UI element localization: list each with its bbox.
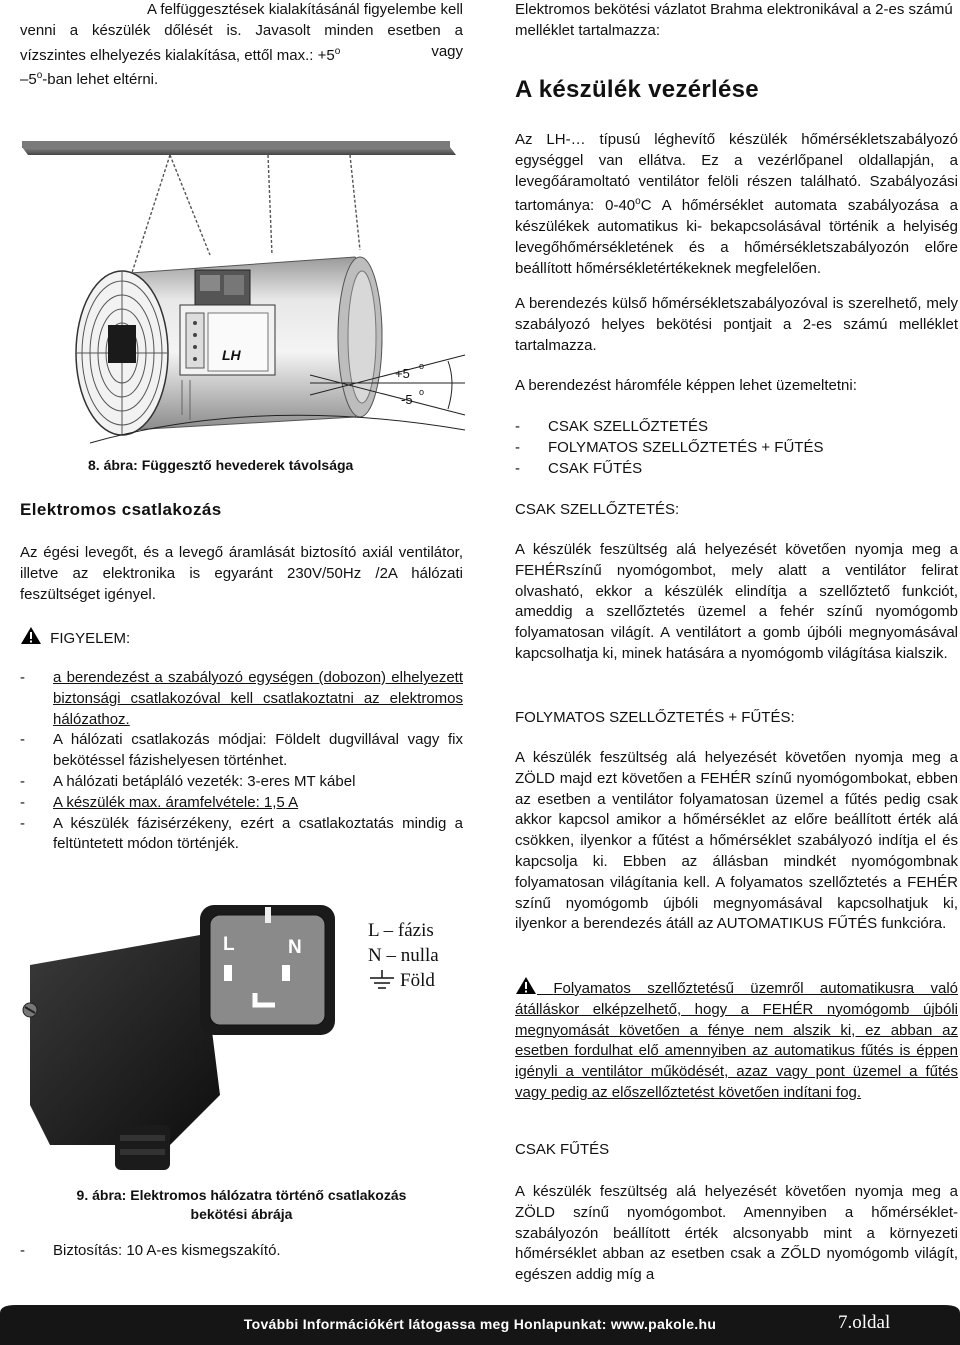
angle-up-label: +5 [395,366,410,381]
page-number: 7.oldal [838,1312,891,1333]
list-item-text: FOLYMATOS SZELLŐZTETÉS + FŰTÉS [548,438,824,456]
list-item: - A készülék fázisérzékeny, ezért a csatlakoztatás mindig a feltüntetett módon történjék. [20,814,463,853]
list-item-text: Biztosítás: 10 A-es kismegszakító. [53,1242,281,1259]
fan-motor [108,325,136,363]
degree-sup: o [635,196,641,208]
intro-segment: 5 [28,71,37,89]
list-item-text: A készülék max. áramfelvétele: 1,5 A [53,793,299,811]
intro-line [20,66,463,91]
earth-contact [265,907,271,923]
control-paragraph [515,130,958,280]
list-item: - A hálózati betápláló vezeték: 3-eres MT kábel [20,772,356,790]
list-item: - FOLYMATOS SZELLŐZTETÉS + FŰTÉS [515,438,824,456]
vent-paragraph: A készülék feszültség alá helyezését követően nyomja meg a FEHÉRszínű nyomógombot, mely alatt a ventilátor felirat olvasható, ekkor a készülék elindítja a szellőztető funkciót, ameddig a szellőztetés üzemel a fehér színű nyomógomb folyamatosan világít. A ventilátort a gomb újbóli megnyomásával kapcsolhatja ki, minek hatására a nyomógomb világítása kialszik. [515,541,958,662]
wiring-legend [368,918,439,993]
list-item-text: A hálózati betápláló vezeték: 3-eres MT kábel [53,772,356,790]
warning-text: Folyamatos szellőztetésű üzemről automatikusra való átálláskor elképzelhető, hogy a FEHÉR nyomógomb újbóli megnyomását követően a fénye nem alszik ki, ez abban az esetben fordulhat elő amennyiben az automatikus fűtés is éppen igényli a ventilátor működését, azaz vagy pont üzemel a fűtés vagy pedig az előszellőztetést követően indítani fog. [515,980,958,1101]
fuse-list [20,1241,463,1262]
footer-text: További Információkért látogassa meg Honlapunkat: www.pakole.hu [243,1316,717,1332]
warning-paragraph [515,976,958,1104]
section-title: Elektromos csatlakozás [20,500,222,519]
degree-sup: o [419,387,425,397]
heating-paragraph: A készülék feszültség alá helyezését követően nyomja meg a ZÖLD színű nyomógombot. Amennyiben a hőmérséklet-szabályozón beállított érték alcsonyabb mint a környezeti hőmérséklet abban az esetben csak a ZŐLD nyomógomb világít, egészen addig míg a [515,1183,958,1284]
degree-sup: o [36,70,43,82]
fig9-caption-line: bekötési ábrája [190,1206,293,1222]
list-item-text: CSAK SZELLŐZTETÉS [548,418,709,435]
continuous-paragraph: A készülék feszültség alá helyezését követően nyomja meg a ZÖLD majd ezt követően a FEHÉR színű nyomógombokat, ebben az esetben a ventilátor folyamatosan üzemel a fűtés pedig csak akkor kapcsol amikor a hőmérséklet az előre beállított érték alá csökken, ilyenkor a fűtést a hőmérséklet szabályozó indítja el és kapcsolja ki. Ebben az állásban mindkét nyomógombnak folyamatosan világítania kell. A folyamatos szellőztetés a FEHÉR színű nyomógomb újbóli megnyomásával kapcsolhatjuk ki, ilyenkor a berendezés átáll az AUTOMATIKUS FŰTÉS funkcióra. [515,749,958,933]
warning-list [20,668,463,855]
legend-phase: L – fázis [368,920,434,941]
heating-heading: CSAK FŰTÉS [515,1141,610,1158]
intro-segment: -ban lehet eltérni. [42,71,159,89]
list-item-text: A készülék fázisérzékeny, ezért a csatlakoztatás mindig a feltüntetett módon történjék. [53,814,463,853]
wiring-reference: Elektromos bekötési vázlatot Brahma elektronikával a 2-es számú melléklet tartalmazza: [515,1,953,39]
degree-sup: o [334,45,341,57]
legend-earth-text: Föld [400,970,435,991]
intro-line: venni a készülék dőlését is. Javasolt minden esetben a [20,21,463,39]
section-paragraph: Az égési levegőt, és a levegő áramlását biztosító axiál ventilátor, illetve az elektronika is egyaránt 230V/50Hz /2A hálózati feszültséget igényel. [20,544,463,603]
external-thermostat-paragraph: A berendezés külső hőmérsékletszabályozóval is szerelhető, mely szabályozó helyes bekötési pontjait a 2-es számú melléklet tartalmazza. [515,295,958,354]
fig9-caption [20,1186,463,1224]
list-item: - Biztosítás: 10 A-es kismegszakító. [20,1242,281,1259]
connector-N-label: N [288,937,302,958]
plug-body [30,935,220,1145]
fig8-caption: 8. ábra: Függesztő hevederek távolsága [88,457,354,473]
list-item: - CSAK SZELLŐZTETÉS [515,418,709,435]
connector-L-label: L [223,934,235,955]
list-item: - CSAK FŰTÉS [515,459,643,477]
continuous-heading: FOLYMATOS SZELLŐZTETÉS + FŰTÉS: [515,709,795,726]
list-item: - A hálózati csatlakozás módjai: Földelt dugvillával vagy fix bekötéssel fázishelyesen történhet. [20,731,463,770]
warning-icon [20,626,42,645]
dash: – [20,71,29,89]
warning-heading [20,626,130,650]
ceiling-beam [22,147,456,155]
list-item-text: a berendezést a szabályozó egységen (dobozon) elhelyezett biztonsági csatlakozóval kell csatlakoztatni az elektromos hálózathoz. [53,669,463,728]
warning-icon [515,976,537,995]
degree-sup: o [419,361,425,371]
vent-heading: CSAK SZELLŐZTETÉS: [515,501,680,518]
intro-segment: vagy [431,42,463,60]
page-title: A készülék vezérlése [515,76,759,103]
intro-line [20,42,463,67]
intro-text [20,0,463,91]
intro-segment: vízszintes elhelyezés kialakítása, ettől max.: +5 [20,46,335,64]
ceiling-beam-top [22,141,450,148]
list-item: - a berendezést a szabályozó egységen (dobozon) elhelyezett biztonsági csatlakozóval kell csatlakoztatni az elektromos hálózathoz. [20,669,463,728]
control-text: C A hőmérséklet automata szabályozása a készülékek automatikus ki- bekapcsolásával történik a helyiség levegőhőmérsékletének és a hőmérsékletszabályozón előre beállított hőmérsékletértékeknek megfelelően. [515,197,958,277]
connector-plug-illustration [20,895,360,1175]
warning-label: FIGYELEM: [50,630,131,647]
list-item: - A készülék max. áramfelvétele: 1,5 A [20,793,299,811]
fig9-caption-line: 9. ábra: Elektromos hálózatra történő csatlakozás [76,1187,407,1203]
legend-neutral: N – nulla [368,945,439,966]
control-text: Az LH-… típusú léghevítő készülék hőmérsékletszabályozó egységgel van ellátva. Ez a vezérlőpanel oldallapján, a levegőáramoltató ventilátor felöli részen található. Szabályozási tartománya: 0-40 [515,131,958,215]
legend-earth [368,968,439,993]
intro-line: A felfüggesztések kialakításánál figyelembe kell [146,1,463,18]
heater-illustration [10,125,470,445]
angle-down-label: -5 [401,392,413,407]
modes-list [515,417,958,479]
list-item-text: CSAK FŰTÉS [548,459,643,477]
list-item-text: A hálózati csatlakozás módjai: Földelt dugvillával vagy fix bekötéssel fázishelyesen történhet. [53,731,463,770]
modes-intro: A berendezést háromféle képpen lehet üzemeltetni: [515,377,857,394]
earth-symbol-icon [368,970,396,992]
unit-label: LH [222,347,241,363]
